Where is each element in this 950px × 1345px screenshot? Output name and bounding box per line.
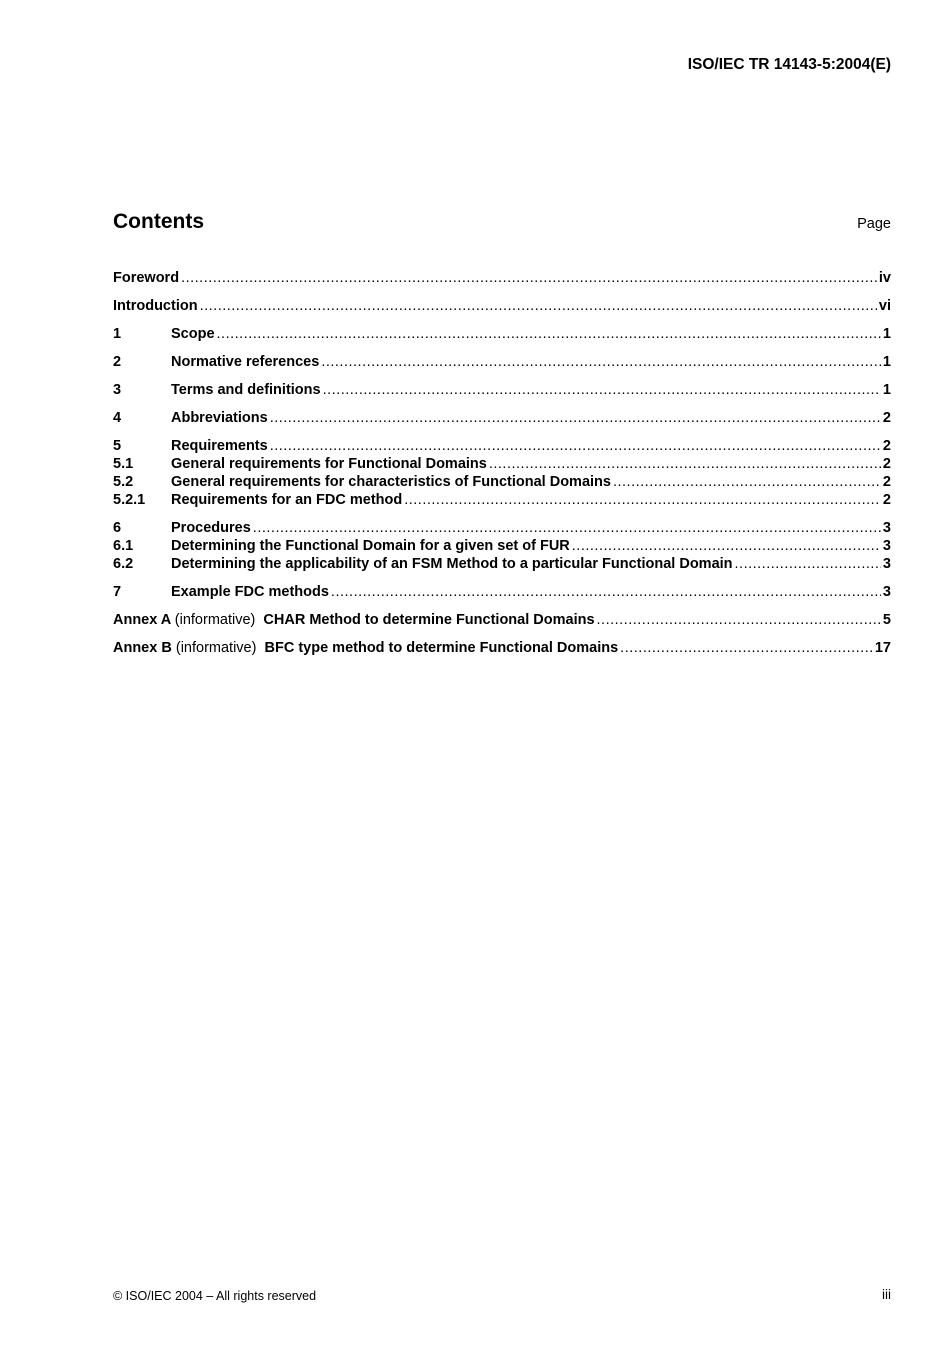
toc-entry-text: BFC type method to determine Functional Domains <box>264 640 619 656</box>
toc-entry[interactable] <box>113 353 891 371</box>
toc-entry[interactable] <box>113 639 891 657</box>
toc-entry-text: Procedures <box>171 520 251 536</box>
toc-entry-title <box>171 437 268 455</box>
toc-entry-text: Determining the applicability of an FSM Method to a particular Functional Domain <box>171 556 733 572</box>
toc-entry[interactable] <box>113 555 891 573</box>
toc-entry-number: 4 <box>113 410 122 426</box>
toc-entry-page: 2 <box>882 492 891 508</box>
toc-entry[interactable] <box>113 409 891 427</box>
table-of-contents <box>113 269 891 657</box>
toc-entry-number: 6 <box>113 520 122 536</box>
document-id: ISO/IEC TR 14143-5:2004(E) <box>687 56 891 73</box>
toc-entry[interactable] <box>113 473 891 491</box>
toc-entry-title <box>171 555 733 573</box>
toc-entry-text: Abbreviations <box>171 410 268 426</box>
toc-entry-number: 5 <box>113 438 122 454</box>
page-column-label: Page <box>857 216 891 232</box>
toc-entry-text: Requirements for an FDC method <box>171 492 403 508</box>
toc-entry-title <box>171 491 402 509</box>
toc-entry[interactable] <box>113 297 891 315</box>
toc-entry-page: 3 <box>882 538 891 554</box>
toc-dot-leader <box>331 583 881 601</box>
toc-entry[interactable] <box>113 519 891 537</box>
toc-entry-page: 3 <box>882 584 891 600</box>
toc-entry-page: 1 <box>882 354 891 370</box>
toc-entry-text: Determining the Functional Domain for a given set of FUR <box>171 538 570 554</box>
toc-entry-text: Introduction <box>113 298 198 314</box>
toc-entry[interactable] <box>113 269 891 287</box>
copyright-notice: © ISO/IEC 2004 – All rights reserved <box>113 1289 317 1303</box>
toc-entry-title <box>171 409 268 427</box>
toc-dot-leader <box>572 537 881 555</box>
toc-dot-leader <box>613 473 881 491</box>
toc-entry-text: Requirements <box>171 438 268 454</box>
toc-entry-page: 2 <box>882 456 891 472</box>
toc-entry-number: 5.1 <box>113 456 134 472</box>
toc-dot-leader <box>270 409 881 427</box>
toc-entry-page: iv <box>878 270 891 286</box>
toc-dot-leader <box>735 555 881 573</box>
toc-entry-title <box>171 537 570 555</box>
toc-entry[interactable] <box>113 583 891 601</box>
toc-entry-number: 5.2.1 <box>113 492 146 508</box>
toc-entry-text: General requirements for characteristics of Functional Domains <box>171 474 611 490</box>
toc-entry-number: 5.2 <box>113 474 134 490</box>
toc-dot-leader <box>253 519 881 537</box>
toc-annex-qualifier: (informative) <box>175 640 257 656</box>
toc-entry-title <box>113 639 618 657</box>
toc-entry-number: 6.1 <box>113 538 134 554</box>
toc-dot-leader <box>200 297 877 315</box>
toc-entry-number: 7 <box>113 584 122 600</box>
toc-entry-page: 3 <box>882 556 891 572</box>
toc-entry[interactable] <box>113 325 891 343</box>
toc-annex-label: Annex B <box>113 640 172 656</box>
toc-entry[interactable] <box>113 455 891 473</box>
toc-entry-text: Example FDC methods <box>171 584 329 600</box>
toc-entry-title <box>171 583 329 601</box>
toc-entry-text: Foreword <box>113 270 180 286</box>
toc-dot-leader <box>270 437 881 455</box>
toc-entry-title <box>171 381 321 399</box>
toc-entry-title <box>171 455 487 473</box>
toc-entry[interactable] <box>113 611 891 629</box>
contents-heading: Contents <box>113 210 204 233</box>
toc-entry-text: General requirements for Functional Domains <box>171 456 487 472</box>
toc-entry-title <box>113 297 198 315</box>
toc-entry-title <box>171 473 611 491</box>
toc-dot-leader <box>181 269 877 287</box>
toc-dot-leader <box>323 381 881 399</box>
toc-entry-page: 1 <box>882 326 891 342</box>
toc-entry-title <box>113 269 179 287</box>
toc-dot-leader <box>404 491 881 509</box>
toc-annex-qualifier: (informative) <box>174 612 256 628</box>
toc-entry-page: 1 <box>882 382 891 398</box>
toc-entry-number: 1 <box>113 326 122 342</box>
page-number: iii <box>882 1287 891 1302</box>
toc-entry[interactable] <box>113 537 891 555</box>
toc-entry-page: vi <box>878 298 891 314</box>
toc-dot-leader <box>597 611 881 629</box>
toc-entry-text: Normative references <box>171 354 320 370</box>
toc-entry[interactable] <box>113 491 891 509</box>
toc-entry-number: 3 <box>113 382 122 398</box>
toc-entry-text: Terms and definitions <box>171 382 321 398</box>
toc-entry-title <box>171 519 251 537</box>
toc-entry-number: 6.2 <box>113 556 134 572</box>
toc-dot-leader <box>217 325 881 343</box>
toc-dot-leader <box>321 353 881 371</box>
toc-dot-leader <box>489 455 881 473</box>
toc-entry-title <box>113 611 595 629</box>
toc-annex-label: Annex A <box>113 612 171 628</box>
toc-entry-page: 3 <box>882 520 891 536</box>
toc-entry-title <box>171 325 215 343</box>
toc-entry-title <box>171 353 319 371</box>
toc-entry-number: 2 <box>113 354 122 370</box>
toc-dot-leader <box>620 639 873 657</box>
toc-entry-text: CHAR Method to determine Functional Domains <box>263 612 595 628</box>
toc-entry-page: 2 <box>882 474 891 490</box>
toc-entry-page: 2 <box>882 438 891 454</box>
toc-entry-page: 17 <box>874 640 891 656</box>
toc-entry-page: 5 <box>882 612 891 628</box>
toc-entry-page: 2 <box>882 410 891 426</box>
toc-entry[interactable] <box>113 437 891 455</box>
toc-entry-text: Scope <box>171 326 215 342</box>
toc-entry[interactable] <box>113 381 891 399</box>
